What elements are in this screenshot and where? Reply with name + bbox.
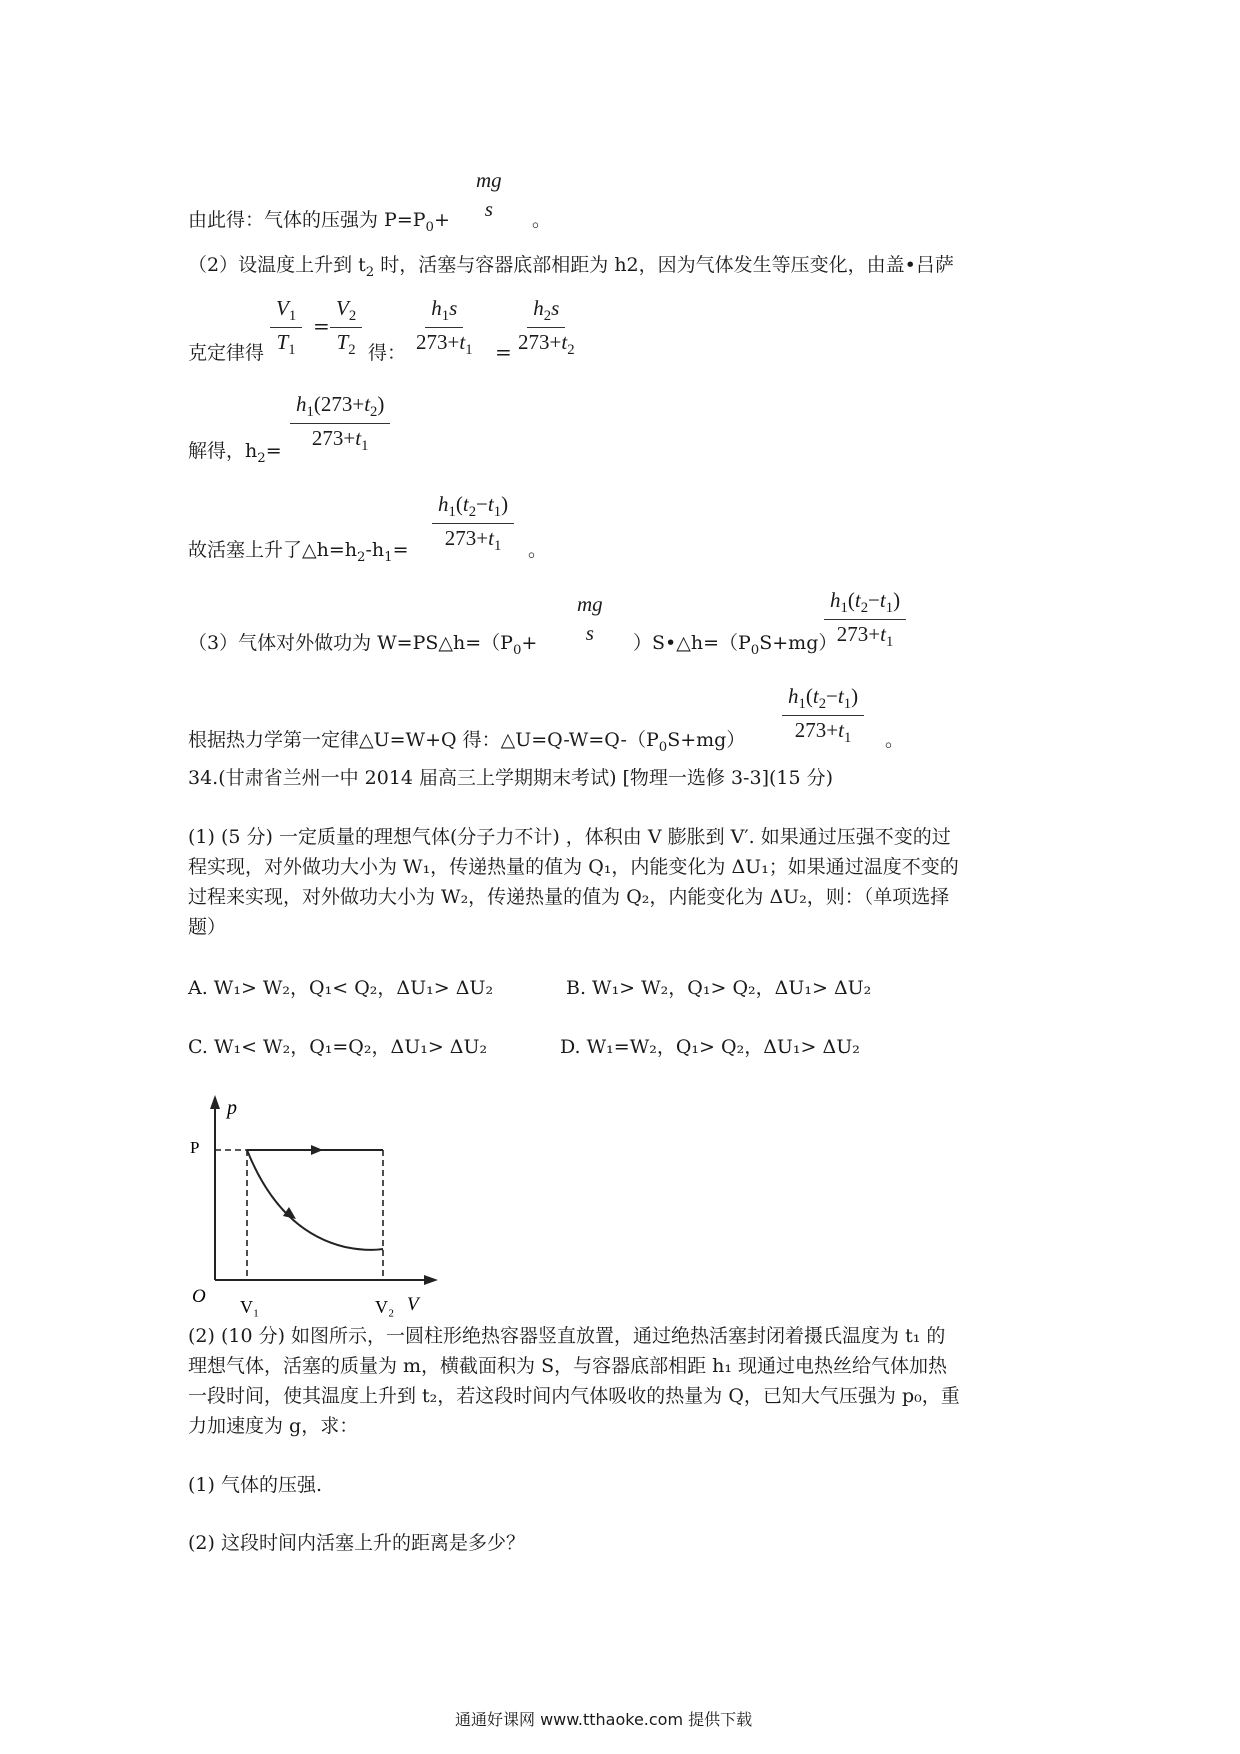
law-line-de: 得： — [368, 342, 407, 364]
x-axis-arrow-icon — [424, 1275, 438, 1285]
text-segment: -h — [365, 539, 385, 561]
h2-solve-line: 解得，$h_2=$ — [188, 440, 282, 466]
delta-h-line: 故活塞上升了$\triangle h=h_2-h_1=$ — [188, 539, 409, 565]
part2-line2: 理想气体，活塞的质量为 m，横截面积为 S，与容器底部相距 h₁ 现通过电热丝给气体加热 — [188, 1355, 948, 1377]
work-line: （3）气体对外做功为 $W=PS\triangle h=(P_0+$ — [188, 632, 538, 658]
first-law-end: 。 — [885, 729, 905, 751]
law-line-prefix: 克定律得 — [188, 342, 265, 364]
v1-over-t1-fraction: $\frac{V_1}{T_1}$ — [270, 296, 302, 359]
text-segment: 由此得：气体的压强为 P=P — [188, 209, 426, 231]
y-axis-label: p — [227, 1097, 237, 1119]
option-c: C. W₁< W₂，Q₁=Q₂，ΔU₁> ΔU₂ — [188, 1036, 488, 1058]
part1-line2: 程实现，对外做功大小为 W₁，传递热量的值为 Q₁，内能变化为 ΔU₁；如果通过温度不变的 — [188, 856, 959, 878]
h1s-fraction: $\frac{h_1s}{273+t_1}$ — [416, 296, 473, 359]
h2s-fraction: $\frac{h_2s}{273+t_2}$ — [518, 296, 575, 359]
text-segment: 时，活塞与容器底部相距为 h2，因为气体发生等压变化，由盖•吕萨 — [374, 254, 954, 276]
part1-line3: 过程来实现，对外做功大小为 W₂，传递热量的值为 Q₂，内能变化为 ΔU₂，则：（单项选择 — [188, 886, 950, 908]
v2-over-t2-fraction: $\frac{V_2}{T_2}$ — [330, 296, 362, 359]
text-segment: S+mg） — [759, 632, 838, 654]
work-line-tail: ）$S•\triangle h=(P_0S+mg)$ — [633, 632, 838, 658]
sub-question-2: (2) 这段时间内活塞上升的距离是多少？ — [188, 1532, 525, 1554]
pv-diagram — [185, 1095, 445, 1320]
equals-sign: = — [313, 314, 330, 338]
h2-result-fraction: $\frac{h_1(273+t_2)}{273+t_1}$ — [290, 392, 390, 455]
option-d: D. W₁=W₂，Q₁> Q₂，ΔU₁> ΔU₂ — [560, 1036, 860, 1058]
v1-label: V₁ — [240, 1297, 260, 1317]
fraction-numerator: mg — [476, 168, 502, 192]
fraction-denominator: s — [585, 621, 594, 645]
text-segment: 。 — [531, 209, 551, 231]
y-axis-arrow-icon — [210, 1095, 220, 1109]
pressure-result-line: 由此得：气体的压强为 $P=P_0+$ 。 — [188, 209, 551, 235]
origin-label: O — [192, 1286, 206, 1307]
text-segment: 根据热力学第一定律△U=W+Q 得：△U=Q-W=Q-（P — [188, 729, 659, 751]
text-segment: = — [265, 440, 282, 462]
text-segment: = — [392, 539, 409, 561]
part2-line1: (2) (10 分) 如图所示，一圆柱形绝热容器竖直放置，通过绝热活塞封闭着摄氏温度为 t₁ 的 — [188, 1325, 946, 1347]
gay-lussac-line: （2）设温度上升到 $t_2$ 时，活塞与容器底部相距为 h2，因为气体发生等压变化，由盖•吕萨 — [188, 254, 954, 280]
work-fraction: $\frac{h_1(t_2-t_1)}{273+t_1}$ — [824, 588, 906, 651]
text-segment: 解得，h — [188, 440, 258, 462]
fraction-denominator: s — [484, 197, 493, 221]
isothermal-process-curve — [247, 1150, 383, 1250]
fraction-numerator: mg — [577, 592, 603, 616]
x-axis-label: V — [407, 1294, 419, 1315]
delta-h-fraction: $\frac{h_1(t_2-t_1)}{273+t_1}$ — [432, 492, 514, 555]
isobaric-direction-arrow-icon — [311, 1145, 323, 1155]
pressure-label: P — [190, 1138, 200, 1157]
mg-over-s-fraction-2 — [571, 592, 609, 646]
part1-line4: 题） — [188, 916, 227, 938]
delta-h-end: 。 — [528, 539, 548, 561]
text-segment: 故活塞上升了△h=h — [188, 539, 358, 561]
text-segment: + — [521, 632, 538, 654]
first-law-line: 根据热力学第一定律△U=W+Q 得：$\triangle U=Q-W=Q-(P_0S+mg)$ — [188, 729, 746, 755]
part2-line4: 力加速度为 g，求： — [188, 1415, 359, 1437]
option-b: B. W₁> W₂，Q₁> Q₂，ΔU₁> ΔU₂ — [566, 977, 872, 999]
part1-line1: (1) (5 分) 一定质量的理想气体(分子力不计) ，体积由 V 膨胀到 V′. 如果通过压强不变的过 — [188, 826, 951, 848]
option-a: A. W₁> W₂，Q₁< Q₂，ΔU₁> ΔU₂ — [188, 977, 494, 999]
text-segment: （2）设温度上升到 t — [188, 254, 366, 276]
equals-sign: = — [495, 340, 512, 364]
first-law-fraction: $\frac{h_1(t_2-t_1)}{273+t_1}$ — [782, 684, 864, 747]
sub-question-1: (1) 气体的压强. — [188, 1474, 322, 1496]
v2-label: V₂ — [375, 1297, 395, 1317]
part2-line3: 一段时间，使其温度上升到 t₂，若这段时间内气体吸收的热量为 Q，已知大气压强为 p₀，重 — [188, 1385, 960, 1407]
question-header: 34.(甘肃省兰州一中 2014 届高三上学期期末考试) [物理一选修 3-3](15 分) — [188, 767, 834, 789]
text-segment: + — [434, 209, 450, 231]
page-footer: 通通好课网 www.tthaoke.com 提供下载 — [455, 1710, 753, 1729]
text-segment: （3）气体对外做功为 W=PS△h=（P — [188, 632, 513, 654]
text-segment: S+mg） — [667, 729, 746, 751]
text-segment: ）S•△h=（P — [633, 632, 751, 654]
